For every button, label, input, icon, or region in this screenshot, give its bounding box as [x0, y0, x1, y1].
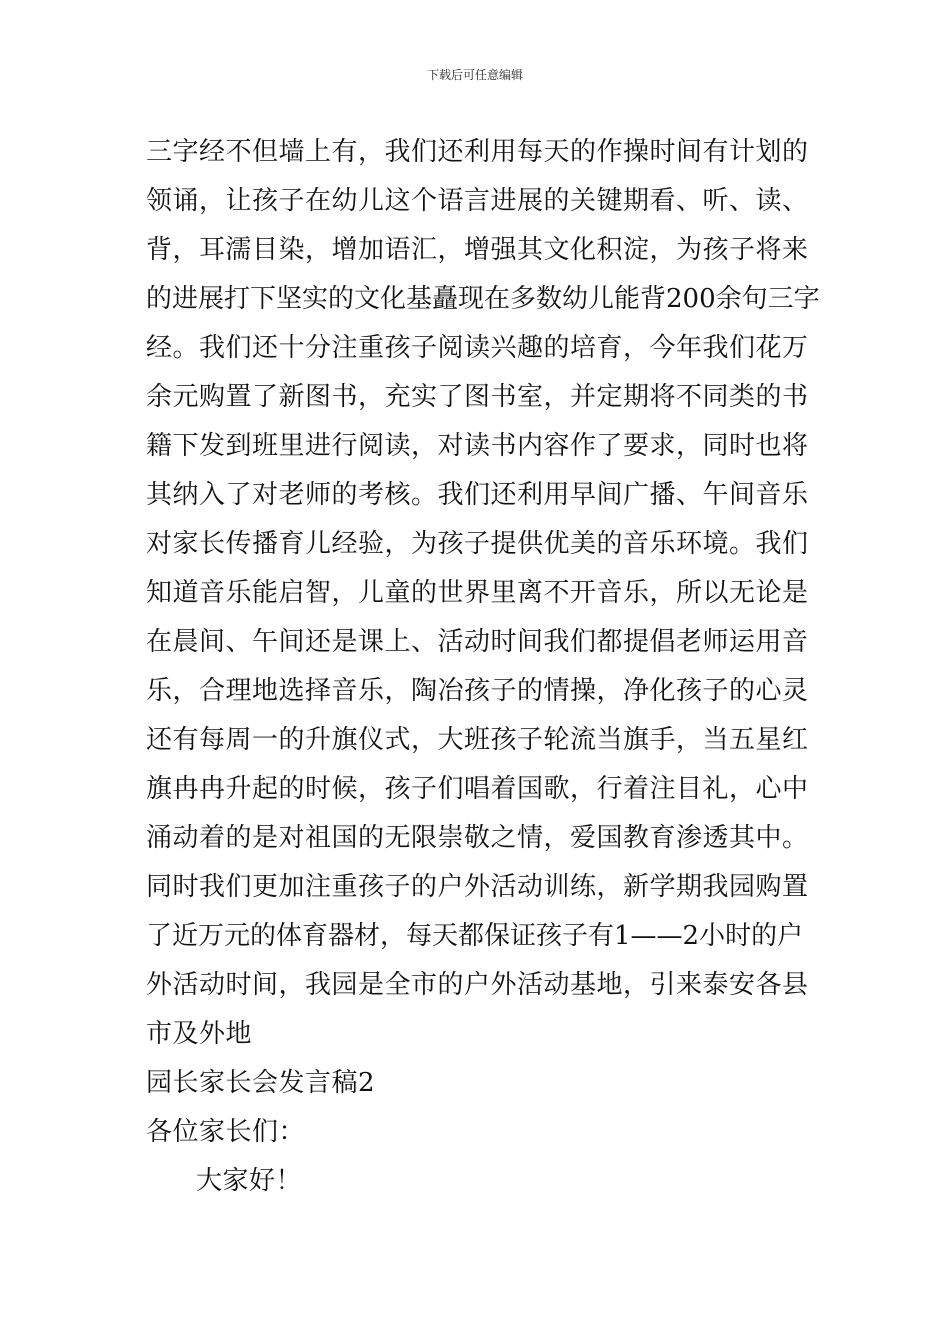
body-line: 籍下发到班里进行阅读，对读书内容作了要求，同时也将 — [146, 431, 809, 461]
body-line: 了近万元的体育器材，每天都保证孩子有1——2小时的户 — [146, 921, 804, 951]
salutation: 各位家长们： — [146, 1117, 306, 1147]
body-line: 市及外地 — [146, 1019, 253, 1049]
body-line: 其纳入了对老师的考核。我们还利用早间广播、午间音乐 — [146, 480, 809, 510]
body-line: 的进展打下坚实的文化基矗现在多数幼儿能背200余句三字 — [146, 284, 820, 314]
body-line: 旗冉冉升起的时候，孩子们唱着国歌，行着注目礼，心中 — [146, 774, 809, 804]
page-header-note: 下载后可任意编辑 — [426, 68, 523, 82]
document-body — [146, 128, 820, 1206]
body-line: 在晨间、午间还是课上、活动时间我们都提倡老师运用音 — [146, 627, 809, 657]
body-line: 还有每周一的升旗仪式，大班孩子轮流当旗手，当五星红 — [146, 725, 809, 755]
body-line: 乐，合理地选择音乐，陶冶孩子的情操，净化孩子的心灵 — [146, 676, 809, 706]
body-line: 背，耳濡目染，增加语汇，增强其文化积淀，为孩子将来 — [146, 235, 809, 265]
body-line: 领诵，让孩子在幼儿这个语言进展的关键期看、听、读、 — [146, 186, 809, 216]
section-title: 园长家长会发言稿2 — [146, 1068, 376, 1098]
body-line: 同时我们更加注重孩子的户外活动训练，新学期我园购置 — [146, 872, 809, 902]
body-line: 知道音乐能启智，儿童的世界里离不开音乐，所以无论是 — [146, 578, 809, 608]
body-line: 对家长传播育儿经验，为孩子提供优美的音乐环境。我们 — [146, 529, 809, 559]
body-line: 涌动着的是对祖国的无限崇敬之情，爱国教育渗透其中。 — [146, 823, 809, 853]
body-line: 经。我们还十分注重孩子阅读兴趣的培育，今年我们花万 — [146, 333, 809, 363]
body-line: 三字经不但墙上有，我们还利用每天的作操时间有计划的 — [146, 137, 809, 167]
greeting: 大家好！ — [196, 1166, 303, 1196]
body-line: 外活动时间，我园是全市的户外活动基地，引来泰安各县 — [146, 970, 809, 1000]
body-line: 余元购置了新图书，充实了图书室，并定期将不同类的书 — [146, 382, 809, 412]
